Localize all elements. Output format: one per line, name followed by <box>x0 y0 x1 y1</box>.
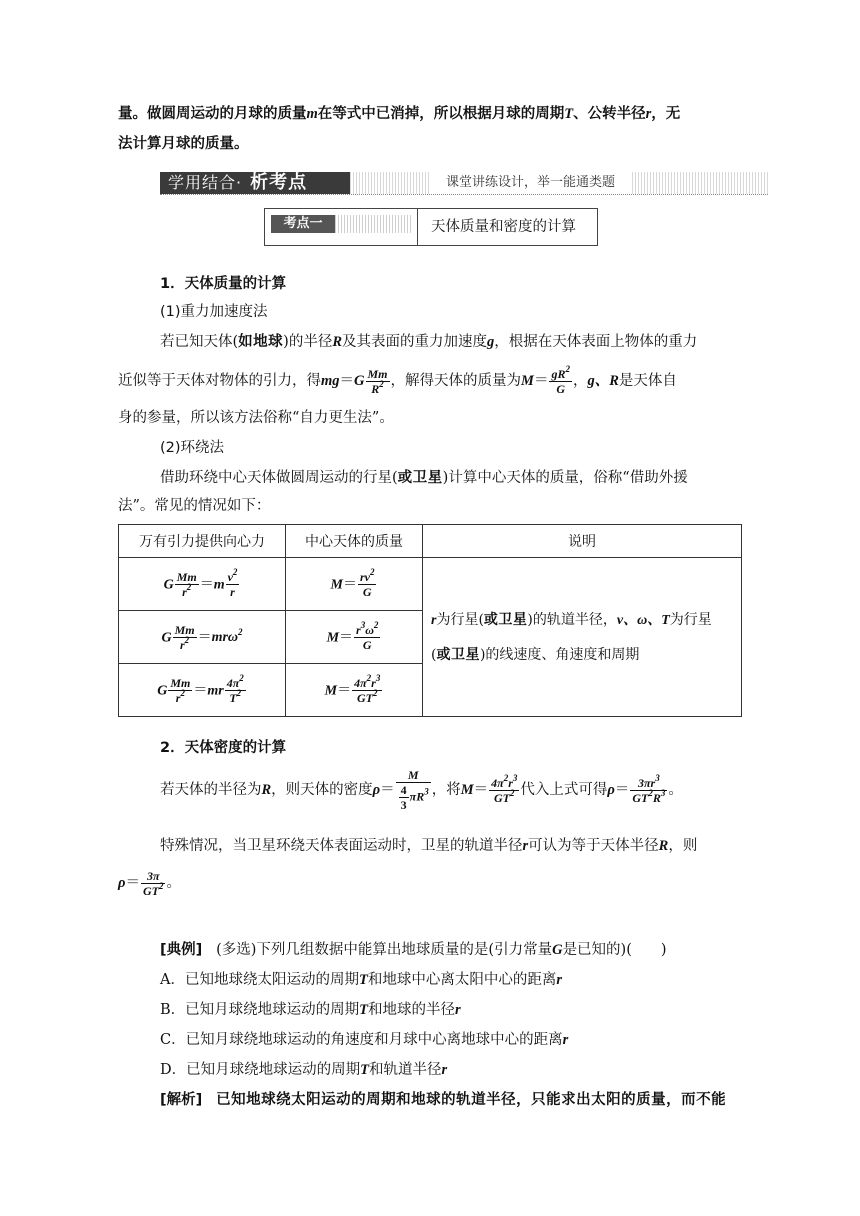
analysis: [解析] 已知地球绕太阳运动的周期和地球的轨道半径，只能求出太阳的质量，而不能 <box>160 1091 727 1108</box>
topic-box <box>264 208 598 246</box>
option-c: C．已知月球绕地球运动的角速度和月球中心离地球中心的距离r <box>160 1032 569 1048</box>
example-stem: [典例] (多选)下列几组数据中能算出地球质量的是(引力常量G是已知的)( ) <box>160 942 667 958</box>
section-2-heading: 2．天体密度的计算 <box>160 740 287 756</box>
subsection-1-heading: (1)重力加速度法 <box>160 304 268 320</box>
table-cell-note: r为行星(或卫星)的轨道半径，v、ω、T为行星 (或卫星)的线速度、角速度和周期 <box>423 558 742 717</box>
option-b: B．已知月球绕地球运动的周期T和地球的半径r <box>160 1002 461 1018</box>
option-d: D．已知月球绕地球运动的周期T和轨道半径r <box>160 1062 448 1078</box>
paragraph-orbit-1: 借助环绕中心天体做圆周运动的行星(或卫星)计算中心天体的质量，俗称“借助外援 <box>160 469 688 486</box>
fraction-density: M $\frac{4}{3}$ $\pi R^3$ <box>396 768 431 812</box>
paragraph-gravity-1: 若已知天体(如地球)的半径R及其表面的重力加速度g，根据在天体表面上物体的重力 <box>160 333 698 350</box>
paragraph-density-2: 特殊情况，当卫星环绕天体表面运动时，卫星的轨道半径r可认为等于天体半径R，则 <box>160 838 698 854</box>
table-header: 中心天体的质量 <box>286 525 423 558</box>
option-a: A．已知地球绕太阳运动的周期T和地球中心离太阳中心的距离r <box>160 972 562 988</box>
paragraph-gravity-3: 身的参量，所以该方法俗称“自力更生法”。 <box>118 410 394 426</box>
fraction-Mm-R2: $\frac{Mm}{R^2}$ <box>367 366 388 396</box>
fraction-3pi-GT2: $\frac{3\pi}{GT^2}$ <box>142 868 164 898</box>
section-1-heading: 1．天体质量的计算 <box>160 276 287 292</box>
paragraph-gravity-2: 近似等于天体对物体的引力，得mg＝G $\frac{Mm}{R^2}$ ，解得天体的质量为M＝ $\frac{gR^2}{G}$ ，g、R是天体自 <box>118 363 677 396</box>
banner-title-bold: 析考点 <box>250 172 308 193</box>
table-header: 万有引力提供向心力 <box>119 525 286 558</box>
section-banner <box>160 172 768 194</box>
continuation-line-1: 量。做圆周运动的月球的质量m在等式中已消掉，所以根据月球的周期T、公转半径r，无 <box>118 105 681 122</box>
banner-title: 学用结合· <box>168 173 243 192</box>
continuation-line-2: 法计算月球的质量。 <box>118 135 249 152</box>
orbit-method-table <box>118 524 742 717</box>
table-cell-force-v: G $\frac{Mm}{r^2}$ ＝m $\frac{v^2}{r}$ <box>119 558 286 611</box>
table-header: 说明 <box>423 525 742 558</box>
table-cell-mass-v: M＝ $\frac{rv^2}{G}$ <box>286 558 423 611</box>
paragraph-orbit-2: 法”。常见的情况如下： <box>118 498 271 514</box>
paragraph-density-3: ρ＝ $\frac{3\pi}{GT^2}$ 。 <box>118 868 181 898</box>
subsection-2-heading: (2)环绕法 <box>160 440 225 456</box>
topic-tag: 考点一 <box>271 215 335 233</box>
formula-mg-equals: mg <box>321 373 340 389</box>
table-cell-mass-omega: M＝ $\frac{r^3\omega^2}{G}$ <box>286 611 423 664</box>
table-cell-force-T: G $\frac{Mm}{r^2}$ ＝mr $\frac{4\pi^2}{T^2}$ <box>119 664 286 717</box>
banner-hint: 课堂讲练设计，举一能通类题 <box>430 172 631 194</box>
table-cell-mass-T: M＝ $\frac{4\pi^2r^3}{GT^2}$ <box>286 664 423 717</box>
table-cell-force-omega: G $\frac{Mm}{r^2}$ ＝mrω$^2$ <box>119 611 286 664</box>
paragraph-density-1: 若天体的半径为R，则天体的密度ρ＝ M $\frac{4}{3}$ $\pi R^3$ ，将M＝ $\frac{4\pi^2r^3}{GT^2}$ 代入上式可得ρ＝ $\frac{3\pi r^3}{GT^2R^3}$ 。 <box>160 768 683 812</box>
fraction-gR2-G: $\frac{gR^2}{G}$ <box>551 363 570 396</box>
topic-title: 天体质量和密度的计算 <box>431 219 576 235</box>
